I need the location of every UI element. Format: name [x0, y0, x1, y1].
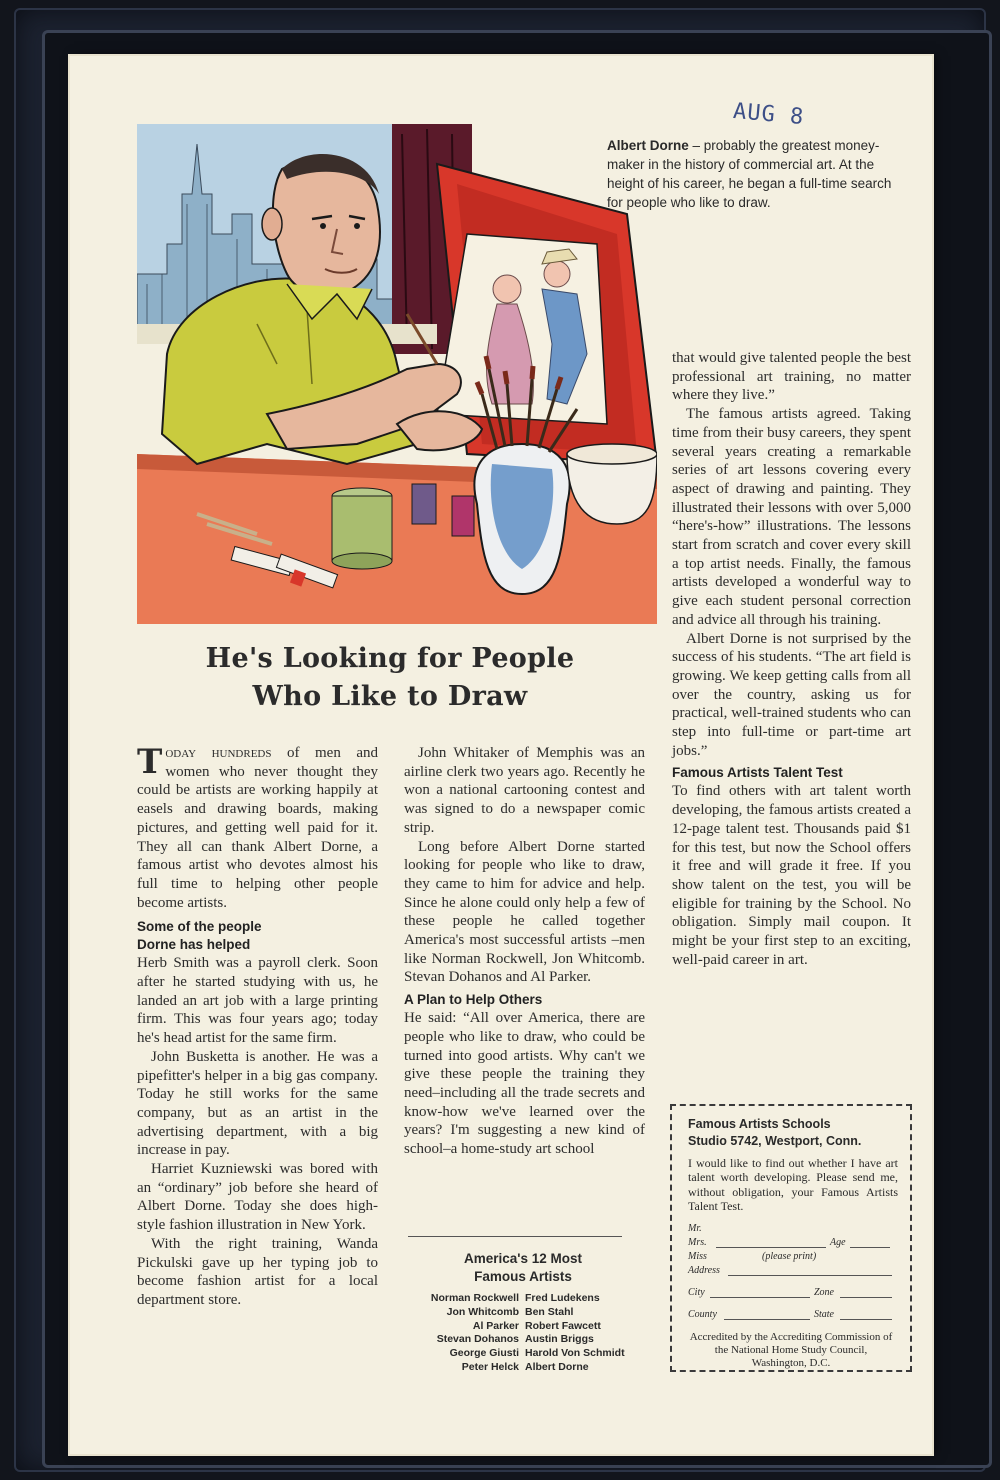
subhead-line-2: Dorne has helped — [137, 937, 251, 953]
article-column-1 — [137, 744, 378, 1310]
zone-line[interactable] — [840, 1287, 892, 1298]
label-please-print: (please print) — [762, 1251, 817, 1263]
artists-title-2: Famous Artists — [474, 1269, 572, 1284]
coupon-accreditation: Accredited by the Accrediting Commission of the National Home Study Council, Washington, D.C. — [689, 1331, 893, 1370]
label-address: Address — [688, 1265, 720, 1277]
artist-row — [398, 1320, 628, 1334]
label-state: State — [814, 1309, 834, 1321]
field-name-age[interactable] — [688, 1237, 910, 1251]
paragraph-john-whitaker: John Whitaker of Memphis was an airline clerk two years ago. Recently he won a national cartooning contest and was signed to do a newspaper comic strip. — [404, 745, 645, 836]
artist-row — [398, 1292, 628, 1306]
subhead-people-helped — [137, 918, 378, 954]
paragraph-not-surprised: Albert Dorne is not surprised by the success of his students. “The art field is growing. We keep getting calls from all over the country, asking us for practical, well-trained students who can step into full-time or part-time art jobs.” — [672, 630, 911, 759]
address-line[interactable] — [728, 1265, 892, 1276]
artist-illustration — [137, 124, 657, 624]
field-address[interactable] — [688, 1265, 910, 1279]
artists-title-1: America's 12 Most — [463, 1251, 582, 1266]
artist-row — [398, 1361, 628, 1375]
age-line[interactable] — [850, 1237, 890, 1248]
artist-name: George Giusti — [449, 1347, 519, 1360]
field-county-state[interactable] — [688, 1309, 910, 1323]
subhead-plan: A Plan to Help Others — [404, 992, 543, 1008]
paragraph-he-said: He said: “All over America, there are people who like to draw, who could be turned into good artists. Why can't we give these people the training they need–including all the trade secrets and know-how we've learned over the years? I'm suggesting a new kind of school–a home-study art school — [404, 1010, 645, 1158]
coupon-request-text: I would like to find out whether I have art talent worth developing. Please send me, without obligation, your Famous Artists Talent Test. — [688, 1156, 898, 1213]
artists-table — [398, 1292, 628, 1375]
artist-name: Harold Von Schmidt — [525, 1347, 625, 1360]
illustration-caption — [607, 136, 897, 212]
label-mr: Mr. — [688, 1223, 702, 1235]
subhead-line-1: Some of the people — [137, 919, 262, 935]
artist-name: Peter Helck — [461, 1360, 519, 1373]
article-column-2 — [404, 744, 645, 1159]
paragraph-artists-agreed: The famous artists agreed. Taking time from their busy careers, they spent several years creating a remarkable series of art lessons covering every aspect of drawing and painting. They illustrated their lessons with over 5,000 “here's-how” illustrations. The lessons start from scratch and cover every skill a top artist needs. Finally, the famous artists developed a wonderful way to give each student personal correction and advice all through his training. — [672, 406, 911, 628]
paragraph-harriet: Harriet Kuzniewski was bored with an “ordinary” job before she heard of Albert Dorne. Today she does high-style fashion illustration in New York. — [137, 1161, 378, 1234]
artist-name: Jon Whitcomb — [446, 1305, 519, 1318]
artist-name: Austin Briggs — [525, 1333, 594, 1346]
field-miss — [688, 1251, 910, 1265]
field-mr — [688, 1223, 910, 1237]
state-line[interactable] — [840, 1309, 892, 1320]
label-zone: Zone — [814, 1287, 834, 1299]
caption-name: Albert Dorne — [607, 138, 689, 153]
date-stamp: AUG 8 — [732, 98, 806, 131]
artist-name: Albert Dorne — [525, 1360, 589, 1373]
label-age: Age — [830, 1237, 846, 1249]
intro-text: of men and women who never thought they could be artists are working happily at easels and drawing boards, making pictures, and getting well paid for it. They all can thank Albert Dorne, a famous artist who devotes almost his full time to helping other people become artists. — [137, 745, 378, 911]
paragraph-wanda: With the right training, Wanda Pickulski gave up her typing job to become fashion artist for a local department store. — [137, 1235, 378, 1308]
label-miss: Miss — [688, 1251, 707, 1263]
famous-artists-list — [398, 1250, 648, 1375]
artist-name: Norman Rockwell — [430, 1292, 519, 1304]
artist-name: Ben Stahl — [525, 1305, 574, 1318]
headline-line-2: Who Like to Draw — [252, 681, 528, 712]
caption-text: – probably the greatest money-maker in the history of commercial art. At the height of his career, he began a full-time search for people who like to draw. — [607, 138, 892, 210]
artist-name: Fred Ludekens — [525, 1292, 600, 1304]
intro-paragraph — [137, 744, 378, 912]
paragraph-talent-test: To find others with art talent worth developing, the famous artists created a 12-page talent test. Thousands paid $1 for this test, but now the School offers it free and will grade it free. If you show talent on the test, you will be eligible for training by the School. No obligation. Simply mail coupon. It might be your first step to an exciting, well-paid career in art. — [672, 783, 911, 968]
artist-row — [398, 1347, 628, 1361]
artist-row — [398, 1306, 628, 1320]
intro-small-caps: oday hundreds — [165, 745, 272, 761]
field-city-zone[interactable] — [688, 1287, 910, 1301]
subhead-talent-test: Famous Artists Talent Test — [672, 765, 843, 781]
drop-cap: T — [137, 742, 163, 782]
paragraph-long-before: Long before Albert Dorne started looking for people who like to draw, they came to him for advice and help. Since he alone could only help a few of these people he called together America's most successful artists –men like Norman Rockwell, Jon Whitcomb. Stevan Dohanos and Al Parker. — [404, 838, 645, 986]
label-city: City — [688, 1287, 705, 1299]
artist-name: Robert Fawcett — [525, 1319, 601, 1332]
artist-name: Al Parker — [472, 1319, 519, 1332]
paragraph-herb-smith: Herb Smith was a payroll clerk. Soon after he started studying with us, he landed an art job with a large printing firm. This was four years ago; today he's head artist for the same firm. — [137, 955, 378, 1047]
label-county: County — [688, 1309, 717, 1321]
name-line[interactable] — [716, 1237, 826, 1248]
article-column-3 — [672, 349, 911, 970]
paragraph-continued: that would give talented people the best professional art training, no matter where they live.” — [672, 350, 911, 404]
coupon-studio-address: Studio 5742, Westport, Conn. — [688, 1134, 862, 1148]
mail-coupon — [670, 1104, 912, 1372]
artist-row — [398, 1333, 628, 1347]
headline — [140, 640, 640, 716]
artist-name: Stevan Dohanos — [436, 1333, 519, 1346]
divider-rule — [408, 1236, 622, 1237]
paragraph-john-busketta: John Busketta is another. He was a pipefitter's helper in a big gas company. Today he still works for the same company, but as an artist in the advertising department, with a big increase in pay. — [137, 1048, 378, 1159]
label-mrs: Mrs. — [688, 1237, 707, 1249]
county-line[interactable] — [724, 1309, 810, 1320]
city-line[interactable] — [710, 1287, 810, 1298]
headline-line-1: He's Looking for People — [205, 643, 575, 674]
coupon-school-name: Famous Artists Schools — [688, 1117, 831, 1131]
